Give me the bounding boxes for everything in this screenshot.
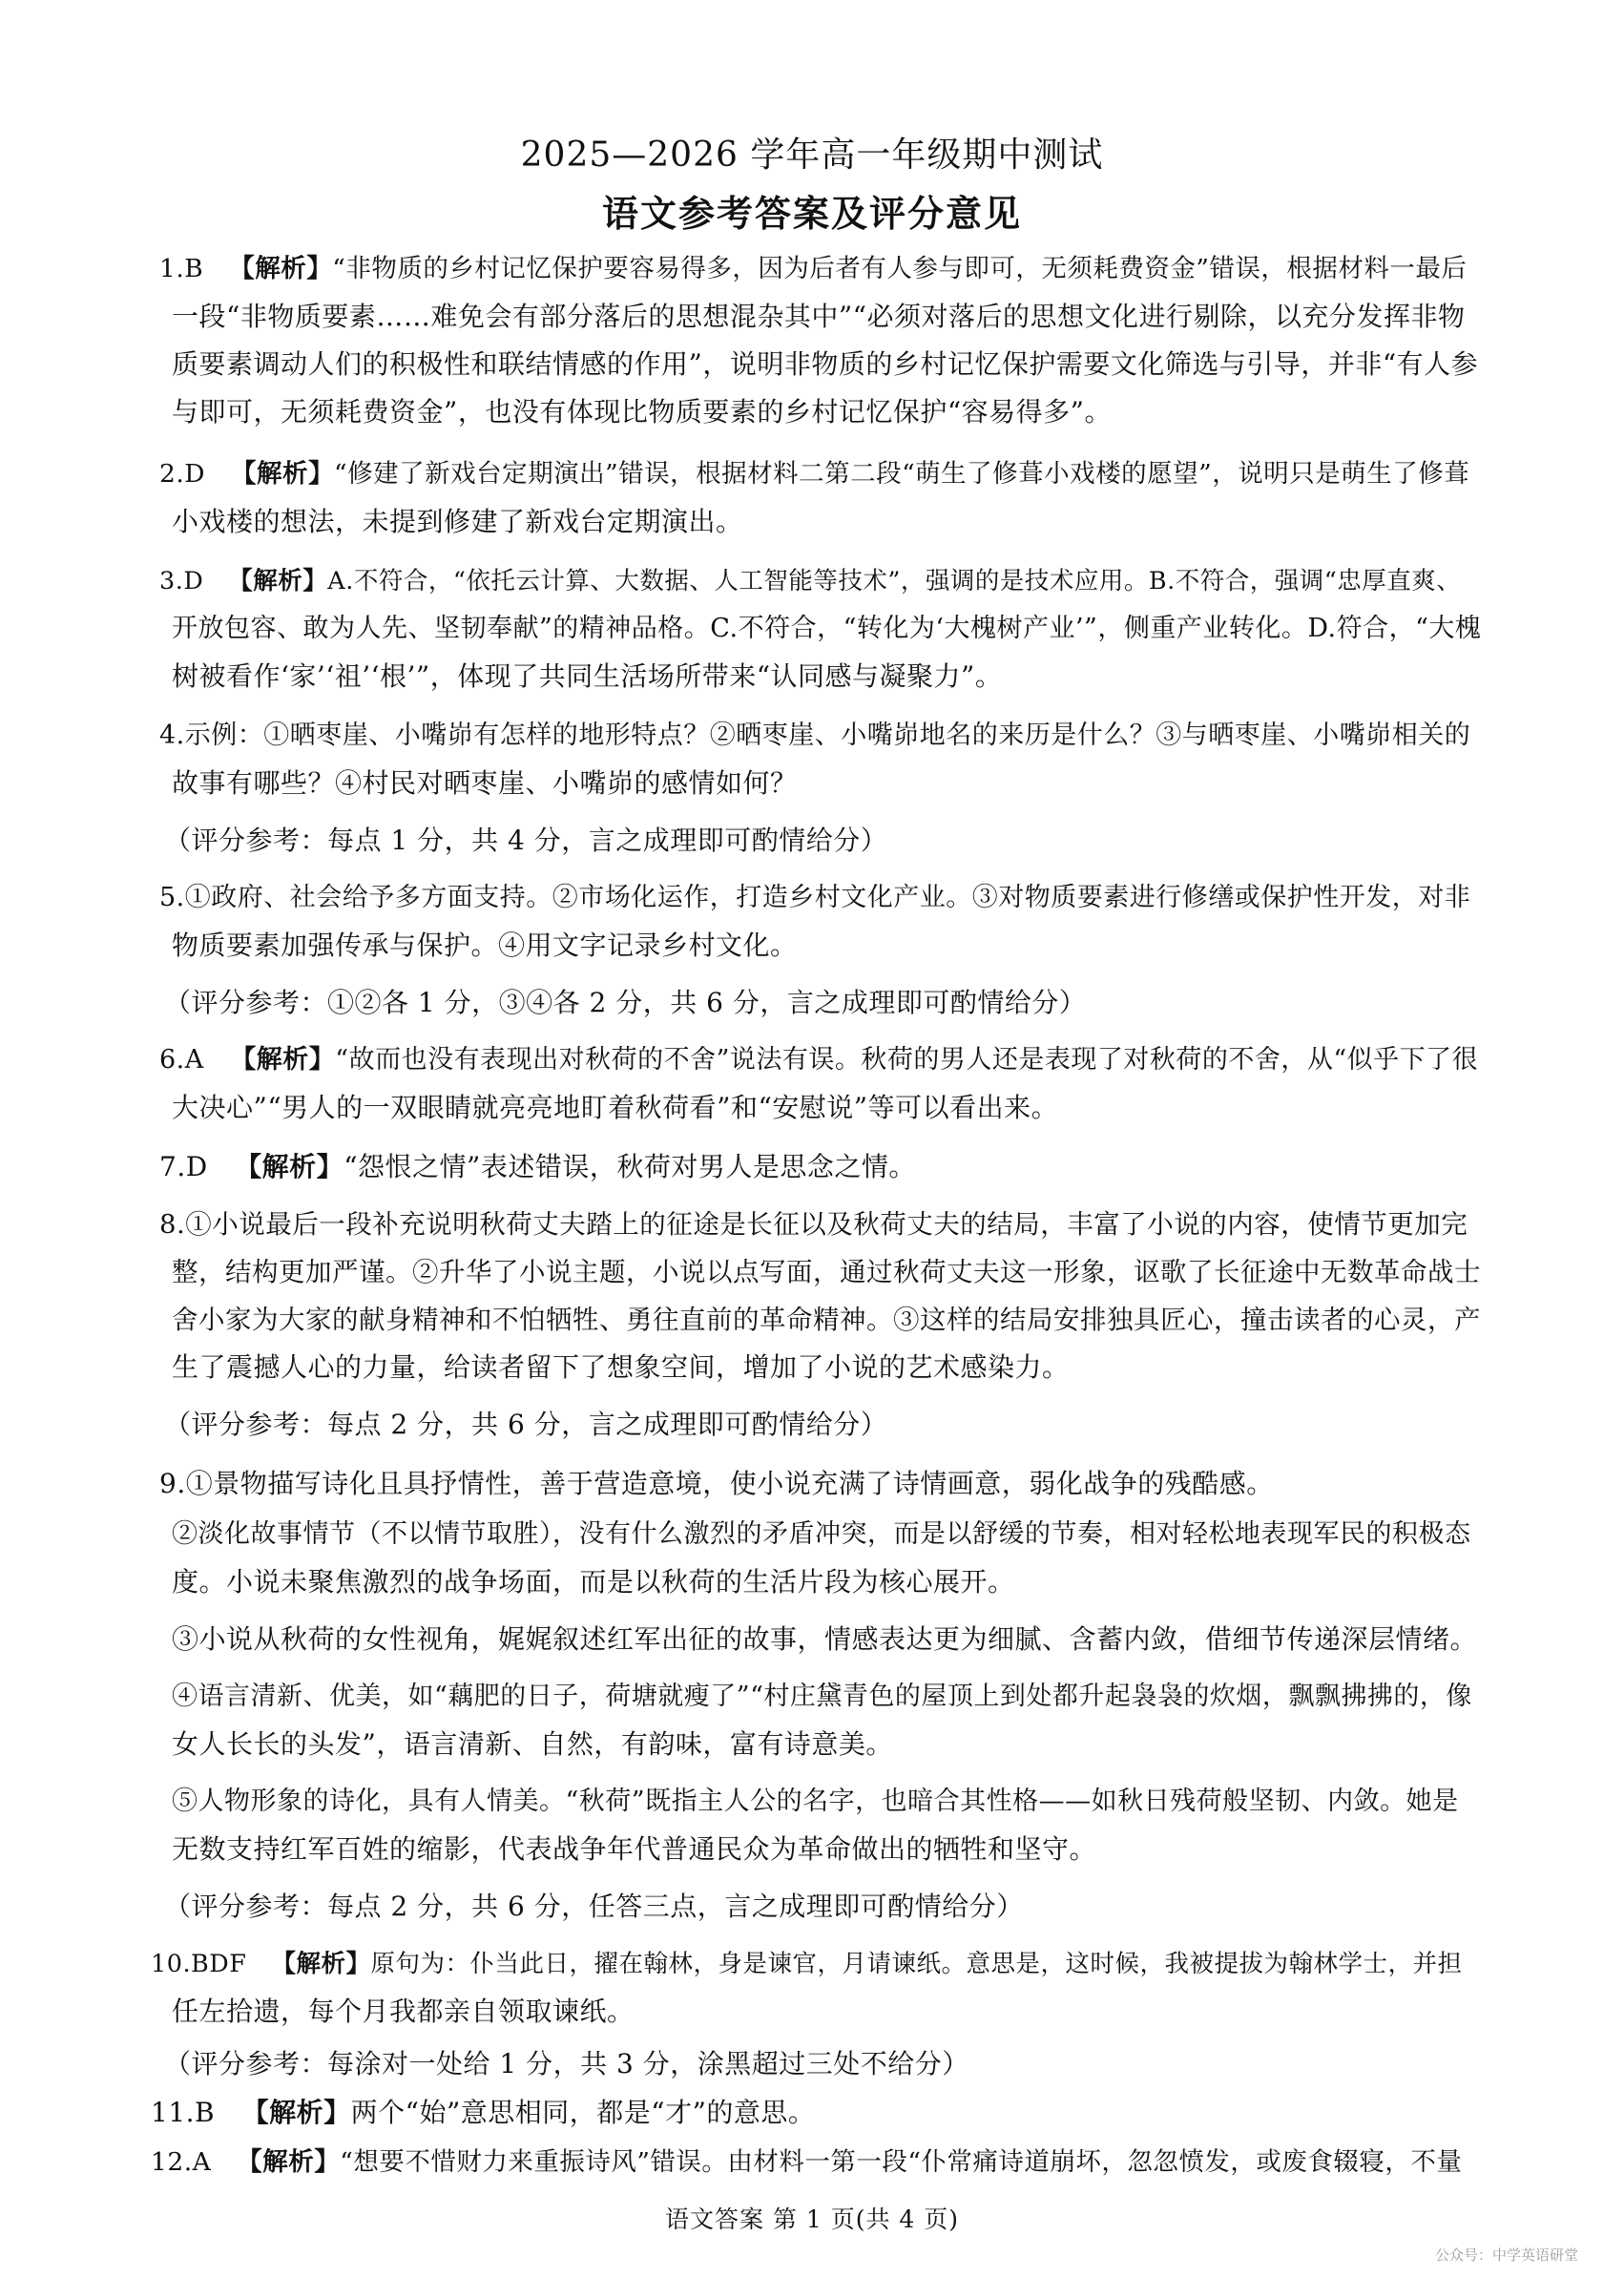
analysis-tag: 【解析】 bbox=[229, 254, 333, 283]
text-line: 整，结构更加严谨。②升华了小说主题，小说以点写面，通过秋荷丈夫这一形象，讴歌了长征途中无数革命战士 bbox=[172, 1257, 1481, 1287]
analysis-tag: 【解析】 bbox=[241, 2097, 351, 2128]
answer-q12-line: 12.A 【解析】“想要不惜财力来重振诗风”错误。由材料一第一段“仆常痛诗道崩坏，忽忽愤发，或废食辍寝，不量 bbox=[151, 2147, 1463, 2177]
text-line: 一段“非物质要素……难免会有部分落后的思想混杂其中”“必须对落后的思想文化进行剔除，以充分发挥非物 bbox=[172, 301, 1466, 332]
text-line: 无数支持红军百姓的缩影，代表战争年代普通民众为革命做出的牺牲和坚守。 bbox=[172, 1833, 1097, 1865]
text-line: 任左拾遗，每个月我都亲自领取谏纸。 bbox=[172, 1996, 635, 2027]
text-line: 质要素调动人们的积极性和联结情感的作用”，说明非物质的乡村记忆保护需要文化筛选与引导，并非“有人参 bbox=[172, 348, 1479, 380]
text-line: 舍小家为大家的献身精神和不怕牺牲、勇往直前的革命精神。③这样的结局安排独具匠心，撞击读者的心灵，产 bbox=[172, 1305, 1481, 1335]
answer-key-q10: 10.BDF bbox=[151, 1950, 247, 1978]
answer-key-q11: 11.B bbox=[151, 2097, 216, 2128]
analysis-tag: 【解析】 bbox=[231, 459, 335, 489]
text-line: 女人长长的头发”，语言清新、自然，有韵味，富有诗意美。 bbox=[172, 1728, 893, 1760]
text-line: ⑤人物形象的诗化，具有人情美。“秋荷”既指主人公的名字，也暗合其性格——如秋日残荷般坚韧、内敛。她是 bbox=[172, 1787, 1459, 1816]
analysis-tag: 【解析】 bbox=[228, 567, 328, 596]
analysis-tag: 【解析】 bbox=[271, 1950, 371, 1978]
watermark-text: 公众号：中学英语研堂 bbox=[1435, 2247, 1579, 2264]
scoring-note: （评分参考：每涂对一处给 1 分，共 3 分，涂黑超过三处不给分） bbox=[164, 2048, 969, 2079]
analysis-tag: 【解析】 bbox=[235, 1151, 344, 1182]
text-line: 生了震撼人心的力量，给读者留下了想象空间，增加了小说的艺术感染力。 bbox=[172, 1351, 1070, 1383]
text-line: 物质要素加强传承与保护。④用文字记录乡村文化。 bbox=[172, 930, 798, 961]
answer-q4-line: 4.示例：①晒枣崖、小嘴峁有怎样的地形特点？②晒枣崖、小嘴峁地名的来历是什么？③与晒枣崖、小嘴峁相关的 bbox=[159, 721, 1471, 750]
answer-key-q3: 3.D bbox=[159, 567, 204, 596]
text-line: 度。小说未聚焦激烈的战争场面，而是以秋荷的生活片段为核心展开。 bbox=[172, 1566, 1015, 1598]
answer-q7-line: 7.D 【解析】“怨恨之情”表述错误，秋荷对男人是思念之情。 bbox=[159, 1151, 916, 1182]
analysis-tag: 【解析】 bbox=[230, 1045, 336, 1075]
text-line: ④语言清新、优美，如“藕肥的日子，荷塘就瘦了”“村庄黛青色的屋顶上到处都升起袅袅的炊烟，飘飘拂拂的，像 bbox=[172, 1682, 1472, 1711]
answer-q8-line: 8.①小说最后一段补充说明秋荷丈夫踏上的征途是长征以及秋荷丈夫的结局，丰富了小说的内容，使情节更加完 bbox=[159, 1209, 1468, 1240]
text-line: 小戏楼的想法，未提到修建了新戏台定期演出。 bbox=[172, 506, 743, 537]
answer-key-q7: 7.D bbox=[159, 1151, 208, 1182]
page-subtitle: 语文参考答案及评分意见 bbox=[601, 193, 1022, 235]
answer-q2-line: 2.D 【解析】“修建了新戏台定期演出”错误，根据材料二第二段“萌生了修葺小戏楼的愿望”，说明只是萌生了修葺 bbox=[159, 459, 1470, 489]
answer-key-q2: 2.D bbox=[159, 459, 206, 489]
answer-key-q6: 6.A bbox=[159, 1045, 204, 1075]
page-title: 2025—2026 学年高一年级期中测试 bbox=[520, 136, 1104, 175]
scoring-note: （评分参考：每点 2 分，共 6 分，任答三点，言之成理即可酌情给分） bbox=[164, 1891, 1024, 1922]
text-line: 与即可，无须耗费资金”，也没有体现比物质要素的乡村记忆保护“容易得多”。 bbox=[172, 396, 1112, 428]
text-line: 开放包容、敢为人先、坚韧奉献”的精神品格。C.不符合，“转化为‘大槐树产业’”，侧重产业转化。D.符合，“大槐 bbox=[172, 614, 1482, 643]
answer-key-q12: 12.A bbox=[151, 2147, 212, 2177]
text-line: ③小说从秋荷的女性视角，娓娓叙述红军出征的故事，情感表达更为细腻、含蓄内敛，借细节传递深层情绪。 bbox=[172, 1623, 1478, 1655]
page-footer: 语文答案 第 1 页(共 4 页) bbox=[664, 2205, 960, 2233]
answer-q5-line: 5.①政府、社会给予多方面支持。②市场化运作，打造乡村文化产业。③对物质要素进行修缮或保护性开发，对非 bbox=[159, 883, 1471, 912]
scoring-note: （评分参考：每点 2 分，共 6 分，言之成理即可酌情给分） bbox=[164, 1409, 888, 1440]
text-line: 大决心”“男人的一双眼睛就亮亮地盯着秋荷看”和“安慰说”等可以看出来。 bbox=[172, 1092, 1059, 1123]
answer-q6-line: 6.A 【解析】“故而也没有表现出对秋荷的不舍”说法有误。秋荷的男人还是表现了对秋荷的不舍，从“似乎下了很 bbox=[159, 1045, 1479, 1075]
answer-q11-line: 11.B 【解析】两个“始”意思相同，都是“才”的意思。 bbox=[151, 2097, 816, 2128]
scoring-note: （评分参考：①②各 1 分，③④各 2 分，共 6 分，言之成理即可酌情给分） bbox=[164, 987, 1087, 1018]
text-line: 故事有哪些？④村民对晒枣崖、小嘴峁的感情如何？ bbox=[172, 767, 798, 799]
answer-q3-line: 3.D 【解析】A.不符合，“依托云计算、大数据、人工智能等技术”，强调的是技术应用。B.不符合，强调“忠厚直爽、 bbox=[159, 567, 1462, 596]
text-line: 树被看作‘家’‘祖’‘根’”，体现了共同生活场所带来“认同感与凝聚力”。 bbox=[172, 660, 1003, 692]
answer-key-q1: 1.B bbox=[159, 254, 204, 283]
text-line: ②淡化故事情节（不以情节取胜），没有什么激烈的矛盾冲突，而是以舒缓的节奏，相对轻松地表现军民的积极态 bbox=[172, 1519, 1471, 1549]
answer-q1-line: 1.B 【解析】“非物质的乡村记忆保护要容易得多，因为后者有人参与即可，无须耗费资金”错误，根据材料一最后 bbox=[159, 254, 1468, 283]
scoring-note: （评分参考：每点 1 分，共 4 分，言之成理即可酌情给分） bbox=[164, 825, 888, 856]
analysis-tag: 【解析】 bbox=[237, 2147, 341, 2177]
answer-q9-line: 9.①景物描写诗化且具抒情性，善于营造意境，使小说充满了诗情画意，弱化战争的残酷感。 bbox=[159, 1468, 1274, 1499]
answer-q10-line: 10.BDF 【解析】原句为：仆当此日，擢在翰林，身是谏官，月请谏纸。意思是，这时候，我被提拔为翰林学士，并担 bbox=[151, 1950, 1463, 1978]
